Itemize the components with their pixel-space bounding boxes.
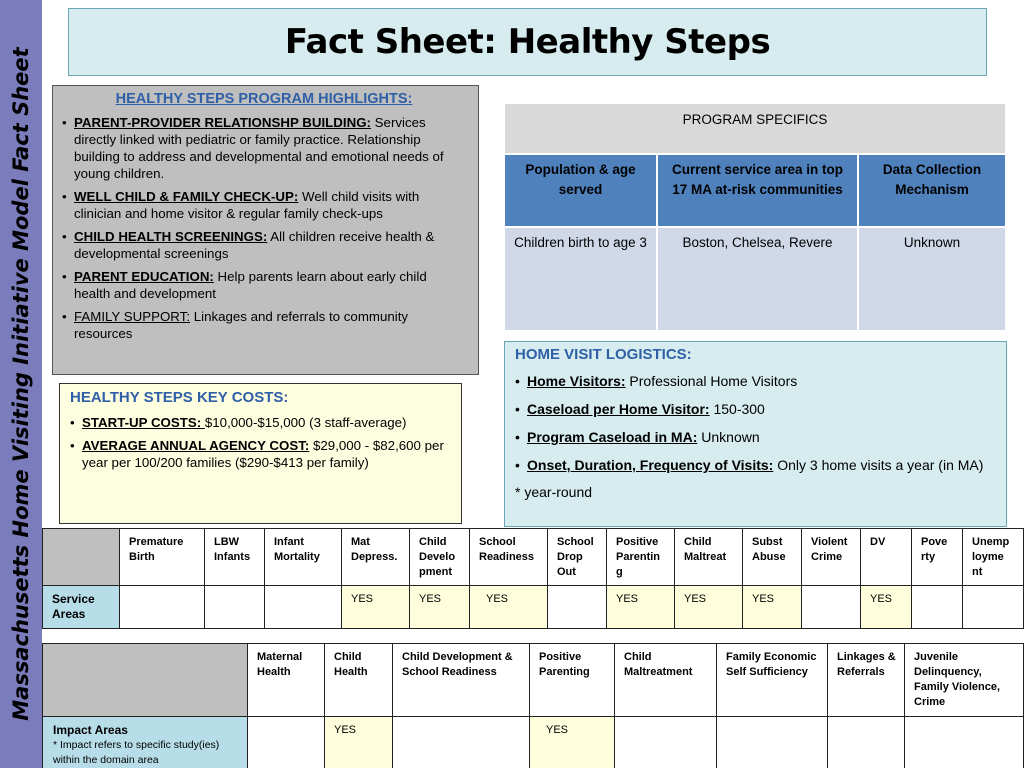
cost-label: AVERAGE ANNUAL AGENCY COST: [82, 438, 310, 453]
cost-text: $10,000-$15,000 (3 staff-average) [204, 415, 407, 430]
service-col-header: Premature Birth [120, 529, 205, 586]
impact-cell: YES [530, 717, 615, 768]
service-cell [963, 586, 1024, 629]
service-col-header: Infant Mortality [265, 529, 342, 586]
impact-col-header: Positive Parenting [530, 644, 615, 717]
highlight-text: Help parents learn about early child health and development [74, 269, 427, 301]
impact-cell [905, 717, 1024, 768]
specifics-header: Current service area in top 17 MA at-risk communities [657, 154, 858, 227]
highlight-label: PARENT EDUCATION: [74, 269, 214, 284]
sidebar-title: Massachusetts Home Visiting Initiative Model Fact Sheet [9, 47, 33, 721]
highlight-item: • WELL CHILD & FAMILY CHECK-UP: Well child visits with clinician and home visitor & regular family check-ups [62, 189, 420, 221]
service-cell: YES [607, 586, 675, 629]
highlight-item: • PARENT EDUCATION: Help parents learn about early child health and development [62, 269, 427, 301]
service-col-header: School Readiness [470, 529, 548, 586]
highlights-title: HEALTHY STEPS PROGRAM HIGHLIGHTS: [115, 91, 413, 107]
program-specifics-table [503, 102, 1007, 332]
highlight-label: CHILD HEALTH SCREENINGS: [74, 229, 268, 244]
specifics-value: Boston, Chelsea, Revere [657, 227, 858, 331]
highlight-text: Well child visits with clinician and home visitor & regular family check-ups [74, 189, 420, 221]
impact-cell: YES [325, 717, 393, 768]
service-col-header: Child Develo pment [410, 529, 470, 586]
highlight-item: • FAMILY SUPPORT: Linkages and referrals to community resources [62, 309, 409, 341]
service-col-header: Unemp loyme nt [963, 529, 1024, 586]
impact-row-label [43, 717, 248, 768]
service-col-header: Pove rty [912, 529, 963, 586]
service-areas-table [42, 528, 1024, 629]
logistics-item: • Caseload per Home Visitor: 150-300 [515, 401, 765, 417]
service-col-header: Child Maltreat [675, 529, 743, 586]
specifics-header: Population & age served [504, 154, 657, 227]
logistics-item: • Home Visitors: Professional Home Visitors [515, 373, 798, 389]
logistics-title: HOME VISIT LOGISTICS: [515, 346, 692, 363]
logistics-label: Caseload per Home Visitor: [527, 401, 710, 417]
highlight-text: All children receive health & developmental screenings [74, 229, 435, 261]
impact-col-header: Child Health [325, 644, 393, 717]
title-box [68, 8, 987, 76]
impact-col-header: Family Economic Self Sufficiency [717, 644, 828, 717]
service-cell: YES [410, 586, 470, 629]
impact-row-title: Impact Areas [53, 723, 128, 737]
highlight-label: FAMILY SUPPORT: [74, 309, 191, 324]
service-cell [802, 586, 861, 629]
specifics-value: Unknown [858, 227, 1006, 331]
logistics-label: Program Caseload in MA: [527, 429, 698, 445]
service-cell: YES [470, 586, 548, 629]
program-highlights-box [52, 85, 479, 375]
service-cell: YES [675, 586, 743, 629]
highlight-text: Linkages and referrals to community resources [74, 309, 409, 341]
impact-cell [615, 717, 717, 768]
highlight-item: • CHILD HEALTH SCREENINGS: All children receive health & developmental screenings [62, 229, 435, 261]
highlight-item: • PARENT-PROVIDER RELATIONSHP BUILDING: Services directly linked with pediatric or family practice. Relationship building to address and developmental and emotional needs of young children. [62, 115, 444, 181]
logistics-text: Professional Home Visitors [625, 373, 798, 389]
logistics-label: Home Visitors: [527, 373, 626, 389]
sidebar-banner [0, 0, 42, 768]
logistics-label: Onset, Duration, Frequency of Visits: [527, 457, 774, 473]
service-cell: YES [743, 586, 802, 629]
costs-title: HEALTHY STEPS KEY COSTS: [70, 389, 289, 406]
cost-item: • START-UP COSTS: $10,000-$15,000 (3 staff-average) [70, 415, 407, 430]
service-col-header: Subst Abuse [743, 529, 802, 586]
logistics-text: Unknown [697, 429, 760, 445]
logistics-text: Only 3 home visits a year (in MA) [773, 457, 984, 473]
service-col-header: Mat Depress. [342, 529, 410, 586]
impact-col-header: Child Maltreatment [615, 644, 717, 717]
impact-cell [828, 717, 905, 768]
logistics-item: • Program Caseload in MA: Unknown [515, 429, 760, 445]
impact-col-header: Child Development & School Readiness [393, 644, 530, 717]
page-title: Fact Sheet: Healthy Steps [284, 22, 771, 62]
service-cell [120, 586, 205, 629]
service-col-header: Violent Crime [802, 529, 861, 586]
specifics-header: Data Collection Mechanism [858, 154, 1006, 227]
service-col-header: LBW Infants [205, 529, 265, 586]
highlight-label: WELL CHILD & FAMILY CHECK-UP: [74, 189, 299, 204]
impact-cell [248, 717, 325, 768]
service-cell: YES [861, 586, 912, 629]
table-corner [43, 529, 120, 586]
highlight-text: Services directly linked with pediatric or family practice. Relationship building to address and developmental and emotional needs of young children. [74, 115, 444, 181]
cost-label: START-UP COSTS: [82, 415, 205, 430]
cost-text: $29,000 - $82,600 per year per 100/200 families ($290-$413 per family) [82, 438, 444, 470]
service-col-header: Positive Parentin g [607, 529, 675, 586]
impact-cell [717, 717, 828, 768]
logistics-text: 150-300 [709, 401, 765, 417]
home-visit-logistics-box [504, 341, 1007, 527]
service-col-header: School Drop Out [548, 529, 607, 586]
service-cell [548, 586, 607, 629]
service-cell [205, 586, 265, 629]
cost-item: • AVERAGE ANNUAL AGENCY COST: $29,000 - $82,600 per year per 100/200 families ($290-$413 per family) [70, 438, 444, 470]
logistics-note: * year-round [515, 484, 593, 500]
key-costs-box [59, 383, 462, 524]
service-cell: YES [342, 586, 410, 629]
impact-cell [393, 717, 530, 768]
impact-col-header: Linkages & Referrals [828, 644, 905, 717]
logistics-item: • Onset, Duration, Frequency of Visits: Only 3 home visits a year (in MA) [515, 457, 984, 473]
table-corner [43, 644, 248, 717]
impact-col-header: Maternal Health [248, 644, 325, 717]
impact-row-note: * Impact refers to specific study(ies) within the domain area [53, 739, 220, 766]
specifics-value: Children birth to age 3 [504, 227, 657, 331]
impact-areas-table [42, 643, 1024, 768]
service-cell [912, 586, 963, 629]
impact-col-header: Juvenile Delinquency, Family Violence, Crime [905, 644, 1024, 717]
specifics-title: PROGRAM SPECIFICS [504, 103, 1006, 154]
service-col-header: DV [861, 529, 912, 586]
highlight-label: PARENT-PROVIDER RELATIONSHP BUILDING: [74, 115, 371, 130]
service-row-label: Service Areas [43, 586, 120, 629]
service-cell [265, 586, 342, 629]
